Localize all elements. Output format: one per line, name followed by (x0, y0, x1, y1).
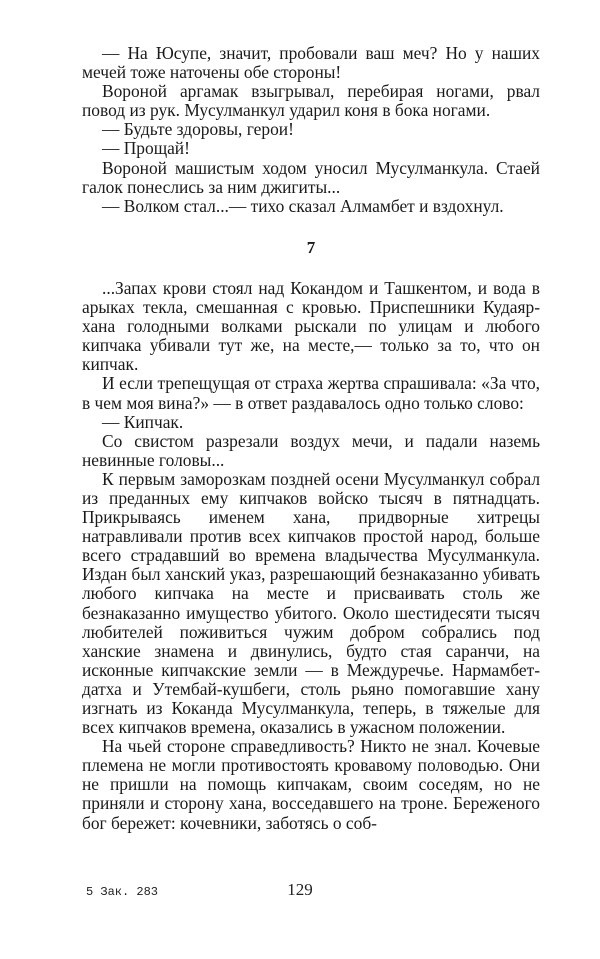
paragraph: И если трепещущая от страха жертва спрашивала: «За что, в чем моя вина?» — в ответ раздавалось одно только слово: (82, 373, 540, 413)
paragraph: — Прощай! (102, 138, 190, 159)
page-number: 129 (287, 880, 313, 899)
paragraph: — Будьте здоровы, герои! (102, 119, 294, 140)
paragraph: К первым заморозкам поздней осени Мусулманкул собрал из преданных ему кипчаков войско тысяч в пятнадцать. Прикрываясь именем хана, придворные хитрецы натравливали против всех кипчаков простой народ, больше всего страдавший во времена владычества Мусулманкула. Издан был ханский указ, разрешающий безнаказанно убивать любого кипчака на месте и присваивать столь же безнаказанно имущество убитого. Около шестидесяти тысяч любителей поживиться чужим добром собрались под ханские знамена и двинулись, будто стая саранчи, на исконные кипчакские земли — в Междуречье. Нармамбет-датха и Утембай-кушбеги, столь рьяно помогавшие хану изгнать из Коканда Мусулманкула, теперь, в тяжелые для всех кипчаков времена, оказались в ужасном положении. (82, 468, 540, 738)
paragraph: ...Запах крови стоял над Кокандом и Ташкентом, и вода в арыках текла, смешанная с кровью. Приспешники Кудаяр-хана голодными волками рыскали по улицам и любого кипчака убивали тут же, на месте,— только за то, что он кипчак. (82, 277, 540, 375)
printer-signature: 5 Зак. 283 (86, 885, 159, 899)
paragraph: Вороной аргамак взыгрывал, перебирая ногами, рвал повод из рук. Мусулманкул ударил коня в бока ногами. (82, 81, 540, 121)
paragraph: На чьей стороне справедливость? Никто не знал. Кочевые племена не могли противостоять кровавому половодью. Они не пришли на помощь кипчакам, своим соседям, но не приняли и сторону хана, восседавшего на троне. Береженого бог бережет: кочевники, заботясь о соб- (82, 736, 540, 833)
paragraph: Вороной машистым ходом уносил Мусулманкула. Стаей галок понеслись за ним джигиты... (82, 157, 540, 197)
section-number: 7 (306, 237, 316, 257)
paragraph: — Кипчак. (102, 411, 184, 432)
paragraph: — На Юсупе, значит, пробовали ваш меч? Но у наших мечей тоже наточены обе стороны! (82, 43, 540, 83)
paragraph: — Волком стал...— тихо сказал Алмамбет и вздохнул. (102, 195, 504, 216)
paragraph: Со свистом разрезали воздух мечи, и падали наземь невинные головы... (82, 430, 540, 470)
page-body (82, 44, 540, 833)
